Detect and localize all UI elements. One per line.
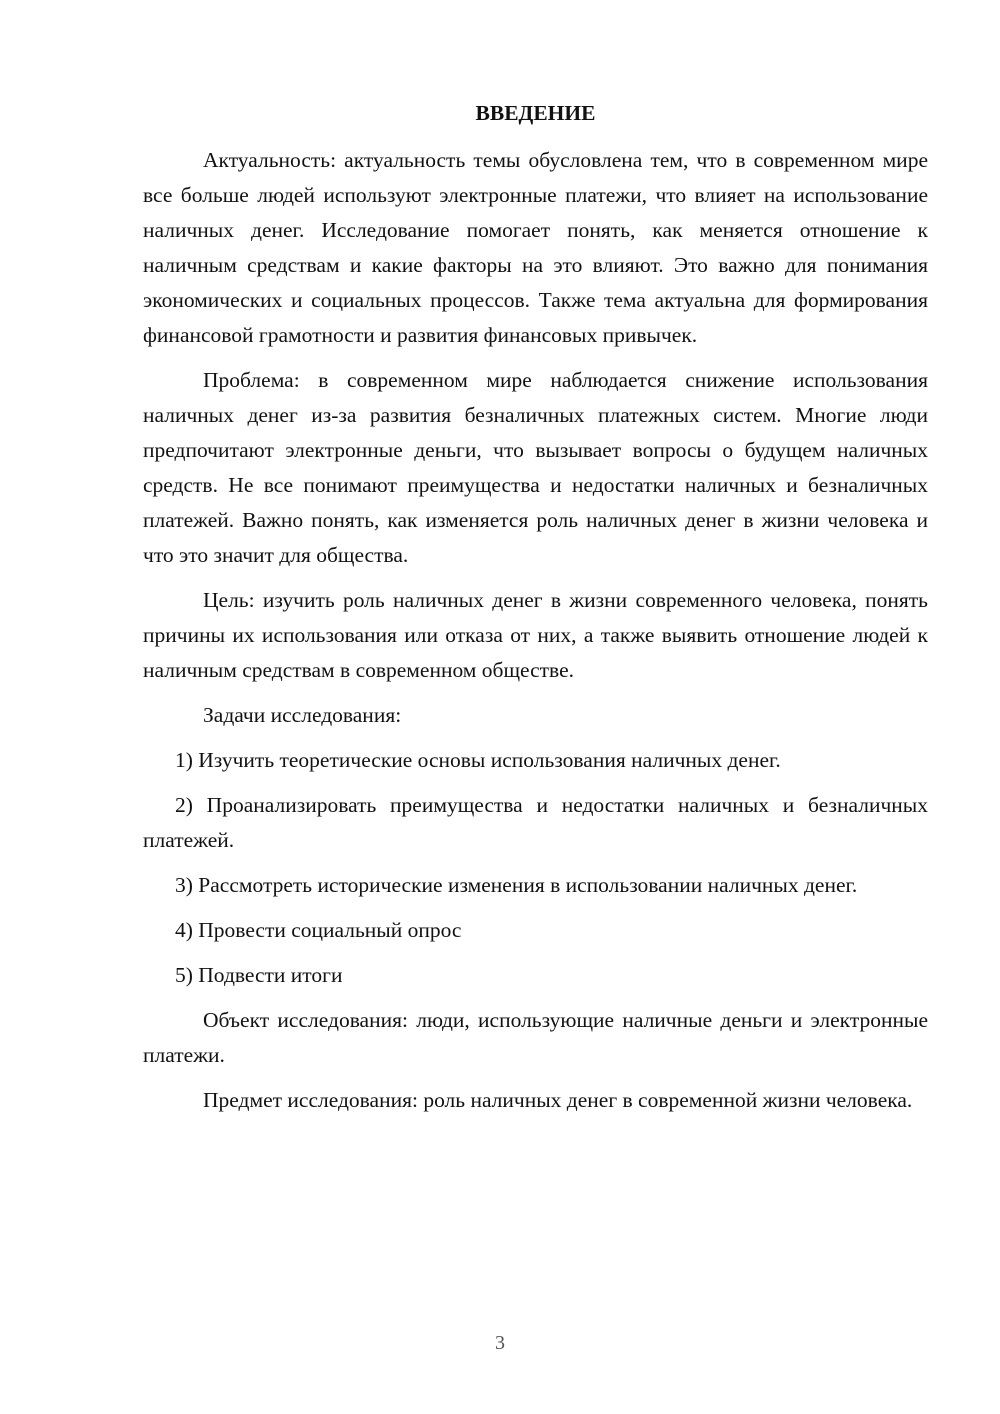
task-item-5: 5) Подвести итоги bbox=[175, 963, 343, 987]
task-item-3: 3) Рассмотреть исторические изменения в использовании наличных денег. bbox=[175, 873, 858, 897]
document-page bbox=[143, 96, 928, 1128]
task-item-2: 2) Проанализировать преимущества и недостатки наличных и безналичных платежей. bbox=[143, 793, 928, 852]
page-number: 3 bbox=[495, 1332, 505, 1354]
goal-paragraph: Цель: изучить роль наличных денег в жизни современного человека, понять причины их использования или отказа от них, а также выявить отношение людей к наличным средствам в современном обществе. bbox=[143, 588, 928, 682]
task-item-4: 4) Провести социальный опрос bbox=[175, 918, 462, 942]
tasks-heading: Задачи исследования: bbox=[203, 703, 402, 727]
task-item-1: 1) Изучить теоретические основы использования наличных денег. bbox=[175, 748, 781, 772]
problem-paragraph: Проблема: в современном мире наблюдается снижение использования наличных денег из-за развития безналичных платежных систем. Многие люди предпочитают электронные деньги, что вызывает вопросы о будущем наличных средств. Не все понимают преимущества и недостатки наличных и безналичных платежей. Важно понять, как изменяется роль наличных денег в жизни человека и что это значит для общества. bbox=[143, 368, 928, 567]
section-title: ВВЕДЕНИЕ bbox=[475, 101, 596, 125]
relevance-paragraph: Актуальность: актуальность темы обусловлена тем, что в современном мире все больше людей используют электронные платежи, что влияет на использование наличных денег. Исследование помогает понять, как меняется отношение к наличным средствам и какие факторы на это влияют. Это важно для понимания экономических и социальных процессов. Также тема актуальна для формирования финансовой грамотности и развития финансовых привычек. bbox=[143, 148, 928, 347]
subject-paragraph: Предмет исследования: роль наличных денег в современной жизни человека. bbox=[203, 1088, 913, 1112]
object-paragraph: Объект исследования: люди, использующие наличные деньги и электронные платежи. bbox=[143, 1008, 928, 1067]
